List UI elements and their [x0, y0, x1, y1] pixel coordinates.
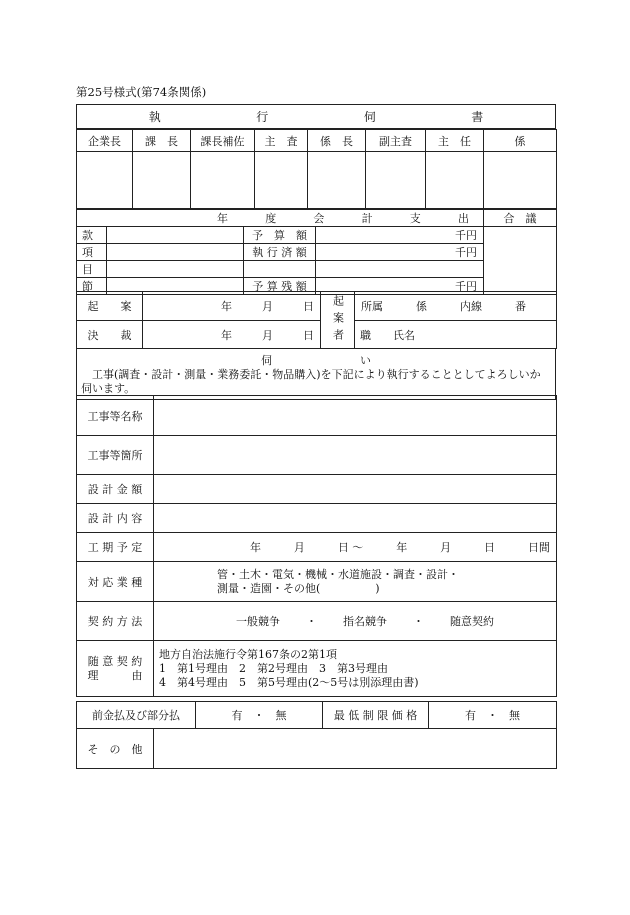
design-amount-field[interactable] [154, 475, 557, 504]
budget-key: 節 [77, 278, 107, 295]
form-caption: 第25号様式(第74条関係) [76, 85, 207, 99]
approver-stamp-box[interactable] [366, 152, 426, 209]
kessai-date[interactable] [143, 321, 321, 349]
budget-unit[interactable]: 千円 [316, 227, 484, 244]
contract-separator: ・ [413, 615, 424, 628]
title-char: 書 [471, 110, 484, 124]
work-place-field[interactable] [154, 436, 557, 475]
category-field[interactable] [154, 562, 557, 602]
detail-table [76, 395, 557, 697]
zuii-line: 地方自治法施行令第167条の2第1項 [159, 647, 337, 661]
design-amount-label: 設 計 金 額 [77, 475, 154, 504]
zuii-label [77, 641, 154, 697]
budget-header-char: 出 [457, 212, 469, 225]
dept-part: 係 [416, 300, 427, 313]
schedule-part: 日間 [527, 541, 550, 554]
minprice-value[interactable]: 有 ・ 無 [429, 702, 557, 729]
budget-row-label: 予 算 額 [244, 227, 316, 244]
approver-heading: 係 長 [308, 130, 366, 152]
contract-option-negotiated[interactable]: 随意契約 [450, 615, 494, 628]
schedule-part: 年 [396, 541, 408, 554]
zuii-line: 1 第1号理由 2 第2号理由 3 第3号理由 [159, 661, 388, 675]
minprice-label: 最 低 制 限 価 格 [323, 702, 429, 729]
schedule-part: 年 [250, 541, 261, 554]
drafter-dept[interactable] [355, 292, 557, 321]
budget-unit[interactable] [316, 261, 484, 278]
title-char: 行 [256, 110, 269, 124]
budget-key-field[interactable] [107, 227, 244, 244]
other-table [76, 728, 557, 769]
approver-stamp-box[interactable] [191, 152, 255, 209]
drafter-label-text: 起案者 [331, 294, 345, 346]
advance-label: 前金払及び部分払 [77, 702, 196, 729]
approver-heading: 課長補佐 [191, 130, 255, 152]
contract-option-nominated[interactable]: 指名競争 [343, 615, 387, 628]
budget-key-field[interactable] [107, 261, 244, 278]
budget-unit[interactable]: 千円 [316, 244, 484, 261]
budget-header-char: 会 [313, 212, 325, 225]
approver-heading: 副主査 [366, 130, 426, 152]
design-content-field[interactable] [154, 504, 557, 533]
date-part: 日 [303, 300, 314, 313]
schedule-part: 日 ～ [337, 541, 364, 554]
agreement-label: 合 議 [484, 210, 557, 227]
title-char: 伺 [363, 110, 376, 124]
request-heading: 伺 い [261, 354, 371, 367]
zuii-label-line: 理 由 [87, 668, 143, 682]
approver-heading: 課 長 [133, 130, 191, 152]
design-content-label: 設 計 内 容 [77, 504, 154, 533]
work-place-label: 工事等箇所 [77, 436, 154, 475]
date-part: 月 [262, 300, 273, 313]
category-label: 対 応 業 種 [77, 562, 154, 602]
dept-part: 番 [515, 300, 526, 313]
contract-field[interactable] [154, 602, 557, 641]
schedule-part: 月 [440, 541, 452, 554]
payment-table [76, 701, 557, 729]
name-label: 職 氏名 [360, 328, 415, 342]
contract-option-general[interactable]: 一般競争 [236, 615, 280, 628]
budget-row-label [244, 261, 316, 278]
approver-heading: 係 [484, 130, 557, 152]
budget-row-label: 執 行 済 額 [244, 244, 316, 261]
schedule-part: 月 [293, 541, 305, 554]
budget-header-char: 計 [361, 212, 373, 225]
approver-stamp-box[interactable] [426, 152, 484, 209]
schedule-label: 工 期 予 定 [77, 533, 154, 562]
date-part: 月 [262, 328, 273, 342]
budget-header-char: 支 [409, 212, 421, 225]
category-line: 測量・造園・その他( ) [217, 581, 380, 595]
advance-value[interactable]: 有 ・ 無 [196, 702, 323, 729]
kian-date[interactable] [143, 292, 321, 321]
budget-row-label: 予 算 残 額 [244, 278, 316, 295]
drafter-name[interactable] [355, 321, 557, 349]
budget-unit[interactable]: 千円 [316, 278, 484, 295]
draft-table [76, 291, 557, 349]
work-name-field[interactable] [154, 396, 557, 436]
budget-header-char: 度 [265, 212, 277, 225]
request-body: 工事(調査・設計・測量・業務委託・物品購入)を下記により執行することとしてよろしいか伺います。 [81, 368, 541, 395]
dept-part: 内線 [460, 300, 482, 313]
budget-key: 目 [77, 261, 107, 278]
budget-header-char: 年 [217, 212, 228, 225]
kessai-label: 決 裁 [77, 321, 143, 349]
budget-table [76, 209, 557, 295]
kian-label: 起 案 [77, 292, 143, 321]
approver-stamp-box[interactable] [133, 152, 191, 209]
budget-header [77, 210, 484, 227]
approver-stamp-box[interactable] [308, 152, 366, 209]
zuii-field[interactable] [154, 641, 557, 697]
schedule-field[interactable] [154, 533, 557, 562]
approver-heading: 主 任 [426, 130, 484, 152]
agreement-box[interactable] [484, 227, 557, 295]
other-field[interactable] [154, 729, 557, 769]
zuii-line: 4 第4号理由 5 第5号理由(2～5号は別添理由書) [159, 675, 419, 689]
schedule-part: 日 [484, 541, 496, 554]
approver-table [76, 129, 557, 209]
date-part: 日 [303, 328, 314, 342]
request-table [76, 348, 556, 400]
title-table [76, 104, 556, 129]
other-label: そ の 他 [77, 729, 154, 769]
category-line: 管・土木・電気・機械・水道施設・調査・設計・ [217, 567, 459, 581]
form-title [77, 105, 556, 129]
approver-stamp-box[interactable] [77, 152, 133, 209]
date-part: 年 [221, 328, 232, 342]
dept-part: 所属 [361, 300, 383, 313]
contract-separator: ・ [306, 615, 317, 628]
work-name-label: 工事等名称 [77, 396, 154, 436]
approver-stamp-box[interactable] [255, 152, 308, 209]
zuii-label-line: 随 意 契 約 [87, 654, 143, 668]
drafter-label [321, 292, 355, 349]
date-part: 年 [221, 300, 232, 313]
approver-heading: 企業長 [77, 130, 133, 152]
contract-label: 契 約 方 法 [77, 602, 154, 641]
budget-key: 款 [77, 227, 107, 244]
title-char: 執 [148, 110, 161, 124]
approver-heading: 主 査 [255, 130, 308, 152]
budget-key-field[interactable] [107, 244, 244, 261]
budget-key: 項 [77, 244, 107, 261]
approver-stamp-box[interactable] [484, 152, 557, 209]
